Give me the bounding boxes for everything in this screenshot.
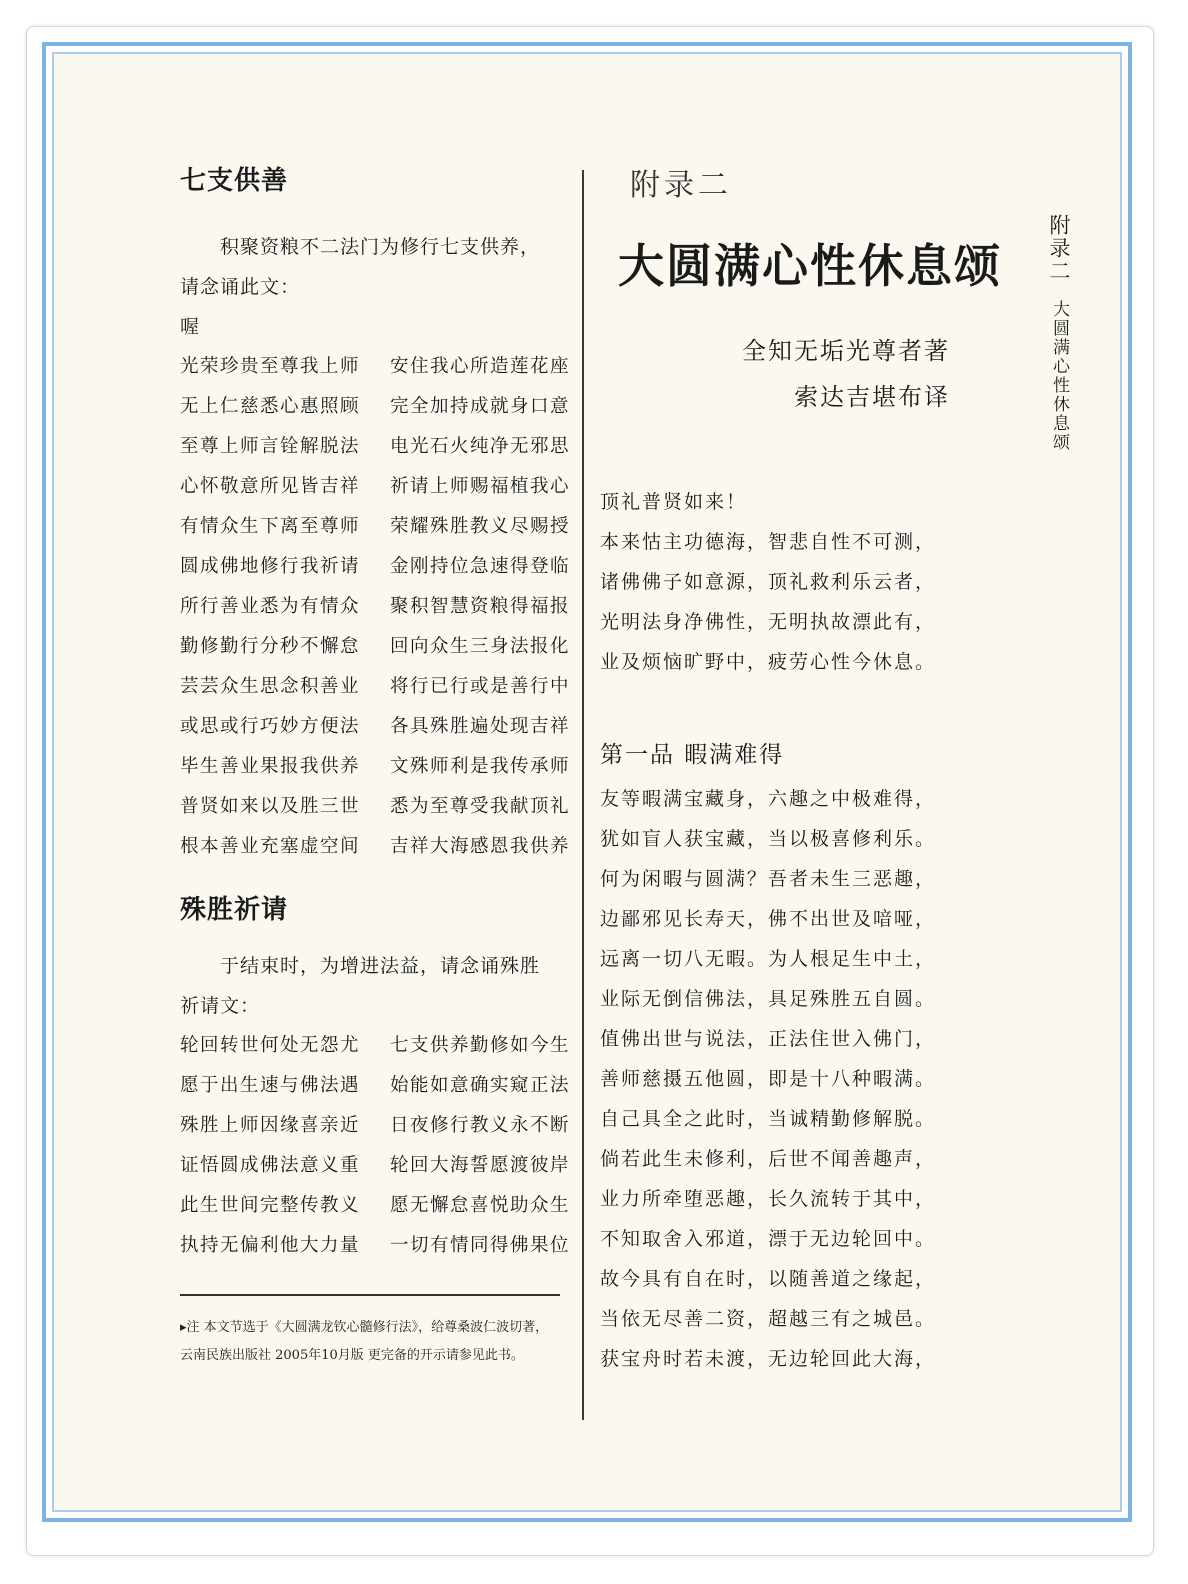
- verse-line: 根本善业充塞虚空间: [180, 836, 361, 857]
- verse-row: [180, 1106, 570, 1146]
- verse-line: 光荣珍贵至尊我上师: [180, 356, 361, 377]
- verse-row: [180, 347, 570, 387]
- verse-line: 完全加持成就身口意: [389, 396, 570, 417]
- footnote-line: 云南民族出版社 2005年10月版 更完备的开示请参见此书。: [180, 1348, 524, 1363]
- footnote: [180, 1314, 570, 1370]
- footnote-rule: [180, 1294, 560, 1296]
- verse-row: [180, 827, 570, 867]
- verse-line: 顶礼普贤如来！: [600, 491, 748, 513]
- verse-line: 轮回转世何处无怨尤: [180, 1035, 361, 1056]
- verse-line: 此生世间完整传教义: [180, 1195, 361, 1216]
- verse-line: 芸芸众生思念积善业: [180, 676, 361, 697]
- verse-row: [180, 747, 570, 787]
- translator-line: 索达吉堪布译: [794, 383, 950, 411]
- verse-line: 本来怙主功德海，智悲自性不可测，: [600, 531, 937, 553]
- verse-line: 愿无懈怠喜悦助众生: [389, 1195, 570, 1216]
- verse-line: 金刚持位急速得登临: [389, 556, 570, 577]
- verse-line: 将行已行或是善行中: [389, 676, 570, 697]
- verse-line: 殊胜上师因缘喜亲近: [180, 1115, 361, 1136]
- verse-line: 荣耀殊胜教义尽赐授: [389, 516, 570, 537]
- verse-line: 心怀敬意所见皆吉祥: [180, 476, 361, 497]
- footnote-line: ▸注 本文节选于《大圆满龙钦心髓修行法》，给尊桑波仁波切著，: [180, 1320, 549, 1335]
- chapter-title: 第一品 暇满难得: [600, 742, 785, 768]
- verse-line: 自己具全之此时，当诚精勤修解脱。: [600, 1108, 937, 1130]
- verse-line: 业际无倒信佛法，具足殊胜五自圆。: [600, 988, 937, 1010]
- verse-row: [180, 427, 570, 467]
- verse-line: 光明法身净佛性，无明执故漂此有，: [600, 611, 937, 633]
- verse-line: 何为闲暇与圆满？吾者未生三恶趣，: [600, 868, 937, 890]
- verse-line: 毕生善业果报我供养: [180, 756, 361, 777]
- section-intro-line: 积聚资粮不二法门为修行七支供养，: [220, 236, 541, 258]
- verse-line: 善师慈摄五他圆，即是十八种暇满。: [600, 1068, 937, 1090]
- verse-row: [180, 1026, 570, 1066]
- verse-row: [180, 1146, 570, 1186]
- verse-line: 愿于出生速与佛法遇: [180, 1075, 361, 1096]
- section-intro-line: 祈请文：: [180, 995, 261, 1017]
- verse-row: [180, 707, 570, 747]
- verse-line: 安住我心所造莲花座: [389, 356, 570, 377]
- verse-line: 远离一切八无暇。为人根足生中土，: [600, 948, 937, 970]
- verse-line: 日夜修行教义永不断: [389, 1115, 570, 1136]
- running-header-title: 大圆满心性休息颂: [1049, 300, 1069, 453]
- verse-line: 勤修勤行分秒不懈怠: [180, 636, 361, 657]
- verse-line: 圆成佛地修行我祈请: [180, 556, 361, 577]
- verse-line: 电光石火纯净无邪思: [389, 436, 570, 457]
- opening-verses: [600, 482, 1020, 682]
- verse-list-seven-branch: [180, 347, 570, 867]
- verse-line: 或思或行巧妙方便法: [180, 716, 361, 737]
- verse-row: [180, 1066, 570, 1106]
- main-title: 大圆满心性休息颂: [618, 239, 1002, 293]
- verse-line: 故今具有自在时，以随善道之缘起，: [600, 1268, 937, 1290]
- section-title-prayer: 殊胜祈请: [180, 895, 289, 925]
- verse-line: 无上仁慈悉心惠照顾: [180, 396, 361, 417]
- chapter-verses: [600, 779, 1020, 1379]
- verse-line: 业及烦恼旷野中，疲劳心性今休息。: [600, 651, 937, 673]
- verse-line: 获宝舟时若未渡，无边轮回此大海，: [600, 1348, 937, 1370]
- verse-row: [180, 387, 570, 427]
- verse-line: 所行善业悉为有情众: [180, 596, 361, 617]
- verse-line: 犹如盲人获宝藏，当以极喜修利乐。: [600, 828, 937, 850]
- verse-line: 轮回大海誓愿渡彼岸: [389, 1155, 570, 1176]
- verse-line: 祈请上师赐福植我心: [389, 476, 570, 497]
- verse-row: [180, 1186, 570, 1226]
- verse-line: 七支供养勤修如今生: [389, 1035, 570, 1056]
- verse-row: [180, 547, 570, 587]
- section-intro-line: 于结束时，为增进法益，请念诵殊胜: [220, 955, 541, 977]
- verse-line: 始能如意确实窥正法: [389, 1075, 570, 1096]
- running-header-label: 附录二: [1047, 214, 1071, 283]
- author-line: 全知无垢光尊者著: [742, 337, 950, 365]
- column-divider: [582, 170, 584, 1420]
- section-title-seven-branch: 七支供善: [180, 166, 289, 196]
- verse-row: [180, 627, 570, 667]
- verse-line: 聚积智慧资粮得福报: [389, 596, 570, 617]
- verse-line: 回向众生三身法报化: [389, 636, 570, 657]
- left-column: [180, 160, 570, 1370]
- running-header-vertical: [1030, 214, 1074, 452]
- section-intro-line: 请念诵此文：: [180, 276, 301, 298]
- verse-line: 普贤如来以及胜三世: [180, 796, 361, 817]
- verse-line: 文殊师利是我传承师: [389, 756, 570, 777]
- mantra-syllable: 喔: [180, 316, 201, 338]
- verse-line: 悉为至尊受我献顶礼: [389, 796, 570, 817]
- verse-line: 一切有情同得佛果位: [389, 1235, 570, 1256]
- verse-line: 值佛出世与说法，正法住世入佛门，: [600, 1028, 937, 1050]
- verse-row: [180, 507, 570, 547]
- verse-line: 证悟圆成佛法意义重: [180, 1155, 361, 1176]
- appendix-label: 附录二: [630, 168, 732, 203]
- verse-line: 当依无尽善二资，超越三有之城邑。: [600, 1308, 937, 1330]
- verse-line: 边鄙邪见长寿天，佛不出世及喑哑，: [600, 908, 937, 930]
- verse-line: 友等暇满宝藏身，六趣之中极难得，: [600, 788, 937, 810]
- verse-row: [180, 787, 570, 827]
- verse-list-prayer: [180, 1026, 570, 1266]
- verse-line: 业力所牵堕恶趣，长久流转于其中，: [600, 1188, 937, 1210]
- verse-row: [180, 667, 570, 707]
- verse-line: 诸佛佛子如意源，顶礼救利乐云者，: [600, 571, 937, 593]
- verse-line: 至尊上师言铨解脱法: [180, 436, 361, 457]
- verse-line: 有情众生下离至尊师: [180, 516, 361, 537]
- verse-line: 执持无偏利他大力量: [180, 1235, 361, 1256]
- verse-row: [180, 587, 570, 627]
- verse-line: 吉祥大海感恩我供养: [389, 836, 570, 857]
- verse-row: [180, 467, 570, 507]
- verse-line: 不知取舍入邪道，漂于无边轮回中。: [600, 1228, 937, 1250]
- verse-line: 倘若此生未修利，后世不闻善趣声，: [600, 1148, 937, 1170]
- verse-row: [180, 1226, 570, 1266]
- right-column: [600, 160, 1020, 1379]
- verse-line: 各具殊胜遍处现吉祥: [389, 716, 570, 737]
